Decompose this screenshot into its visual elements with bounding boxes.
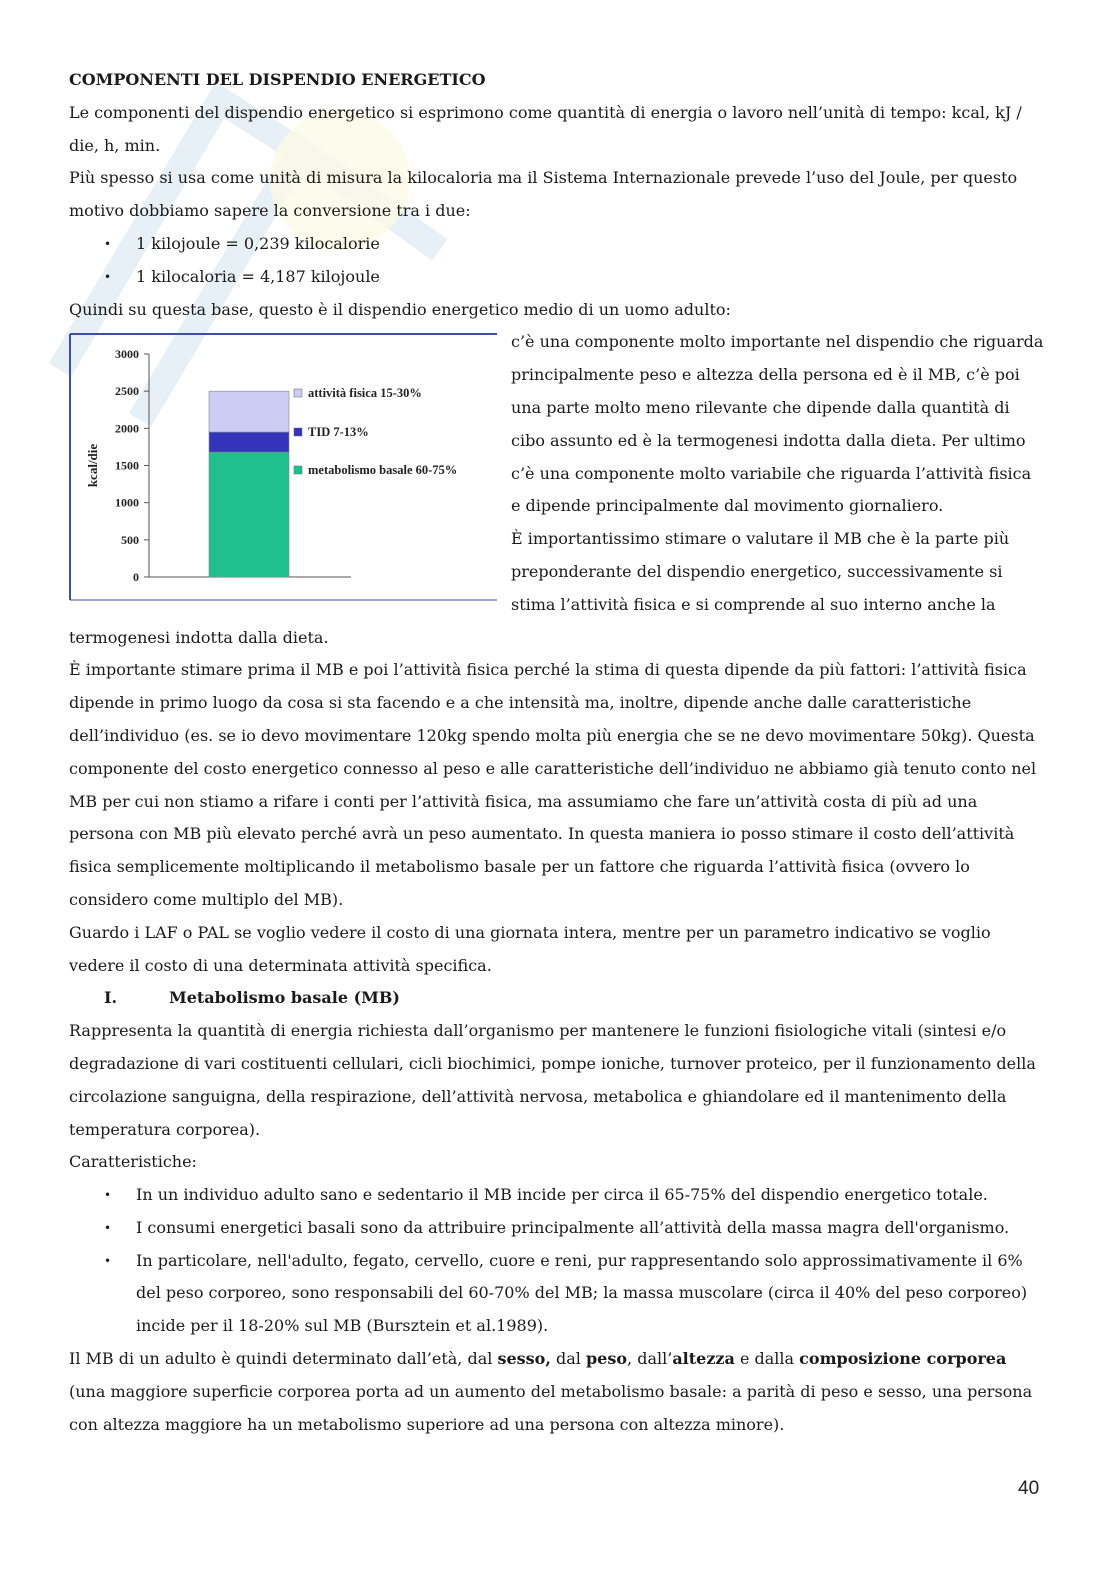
bold-term: altezza bbox=[672, 1349, 735, 1369]
bar-segment bbox=[209, 452, 289, 577]
subsection-number: I. bbox=[104, 988, 118, 1008]
list-item: • In un individuo adulto sano e sedentario il MB incide per circa il 65-75% del dispendio energetico totale. bbox=[104, 1179, 1045, 1212]
legend-swatch bbox=[294, 466, 302, 474]
bar-segment bbox=[209, 392, 289, 433]
y-tick-label: 0 bbox=[133, 570, 139, 585]
list-item: • I consumi energetici basali sono da attribuire principalmente all’attività della massa magra dell'organismo. bbox=[104, 1212, 1045, 1245]
caratteristiche-label: Caratteristiche: bbox=[69, 1152, 197, 1172]
bold-term: composizione corporea bbox=[799, 1349, 1007, 1369]
list-item: • 1 kilojoule = 0,239 kilocalorie bbox=[104, 228, 1045, 261]
intro-paragraph-1: Le componenti del dispendio energetico si esprimono come quantità di energia o lavoro nell’unità di tempo: kcal, kJ / die, h, min. bbox=[69, 102, 1022, 155]
legend-label: TID 7-13% bbox=[308, 425, 369, 440]
legend-label: metabolismo basale 60-75% bbox=[308, 463, 458, 478]
legend-swatch bbox=[294, 428, 302, 436]
y-tick-label: 1500 bbox=[115, 458, 139, 473]
text-run: , dall’ bbox=[627, 1349, 673, 1369]
chart-side-paragraph-1: c’è una componente molto importante nel dispendio che riguarda principalmente peso e altezza della persona ed è il MB, c’è poi una parte molto meno rilevante che dipende dalla quantità di cibo assunto ed è la termogenesi indotta dalla dieta. Per ultimo c’è una componente molto variabile che riguarda l’attività fisica e dipende principalmente dal movimento giornaliero. bbox=[511, 332, 1044, 516]
y-tick-label: 1000 bbox=[115, 496, 139, 511]
list-item: • 1 kilocaloria = 4,187 kilojoule bbox=[104, 261, 1045, 294]
legend-label: attività fisica 15-30% bbox=[308, 386, 422, 401]
conversion-list bbox=[69, 228, 1045, 294]
section-heading: COMPONENTI DEL DISPENDIO ENERGETICO bbox=[69, 70, 486, 89]
y-tick-label: 2500 bbox=[115, 384, 139, 399]
text-run: e dalla bbox=[734, 1349, 800, 1369]
y-tick-label: 500 bbox=[121, 533, 139, 548]
intro-paragraph-2: Più spesso si usa come unità di misura la kilocaloria ma il Sistema Internazionale prevede l’uso del Joule, per questo motivo dobbiamo sapere la conversione tra i due: bbox=[69, 168, 1018, 221]
text-run: dal bbox=[550, 1349, 586, 1369]
bold-term: peso bbox=[585, 1349, 628, 1369]
y-tick-label: 3000 bbox=[115, 347, 139, 362]
chart-svg bbox=[69, 332, 497, 604]
caratteristiche-list bbox=[69, 1179, 1045, 1343]
laf-paragraph: Guardo i LAF o PAL se voglio vedere il costo di una giornata intera, mentre per un parametro indicativo se voglio vedere il costo di una determinata attività specifica. bbox=[69, 922, 991, 975]
bar-segment bbox=[209, 432, 289, 452]
bold-term: sesso, bbox=[497, 1349, 551, 1369]
document-page bbox=[69, 64, 1045, 1441]
chart-lead-paragraph: Quindi su questa base, questo è il dispendio energetico medio di un uomo adulto: bbox=[69, 299, 731, 319]
list-item: • In particolare, nell'adulto, fegato, cervello, cuore e reni, pur rappresentando solo approssimativamente il 6% del peso corporeo, sono responsabili del 60-70% del MB; la massa muscolare (circa il 40% del peso corporeo) incide per il 18-20% sul MB (Bursztein et al.1989). bbox=[104, 1245, 1045, 1343]
text-run: (una maggiore superficie corporea porta ad un aumento del metabolismo basale: a parità di peso e sesso, una persona con altezza maggiore ha un metabolismo superiore ad una persona con altezza minore). bbox=[69, 1381, 1033, 1434]
mb-definition-paragraph: Rappresenta la quantità di energia richiesta dall’organismo per mantenere le funzioni fisiologiche vitali (sintesi e/o degradazione di vari costituenti cellulari, cicli biochimici, pompe ioniche, turnover proteico, per il funzionamento della circolazione sanguigna, della respirazione, dell’attività nervosa, metabolica e ghiandolare ed il mantenimento della temperatura corporea). bbox=[69, 1021, 1036, 1139]
energy-expenditure-chart bbox=[69, 332, 497, 604]
legend-swatch bbox=[294, 389, 302, 397]
chart-side-paragraph-2: È importantissimo stimare o valutare il MB che è la parte più preponderante del dispendio energetico, successivamente si stima l’attività fisica e si comprende al suo interno anche la termogenesi indotta dalla dieta. bbox=[69, 529, 1010, 647]
y-tick-label: 2000 bbox=[115, 421, 139, 436]
page-number: 40 bbox=[1018, 1478, 1040, 1499]
mb-determinants-paragraph bbox=[69, 1343, 1045, 1441]
y-axis-label: kcal/die bbox=[85, 444, 100, 488]
text-run: Il MB di un adulto è quindi determinato dall’età, dal bbox=[69, 1349, 498, 1369]
subsection-heading bbox=[69, 982, 1045, 1015]
subsection-title: Metabolismo basale (MB) bbox=[169, 988, 400, 1008]
activity-paragraph: È importante stimare prima il MB e poi l’attività fisica perché la stima di questa dipende da più fattori: l’attività fisica dipende in primo luogo da cosa si sta facendo e a che intensità ma, inoltre, dipende anche dalle caratteristiche dell’individuo (es. se io devo movimentare 120kg spendo molta più energia che se ne devo movimentare 50kg). Questa componente del costo energetico connesso al peso e alle caratteristiche dell’individuo ne abbiamo già tenuto conto nel MB per cui non stiamo a rifare i conti per l’attività fisica, ma assumiamo che fare un’attività costa di più ad una persona con MB più elevato perché avrà un peso aumentato. In questa maniera io posso stimare il costo dell’attività fisica semplicemente moltiplicando il metabolismo basale per un fattore che riguarda l’attività fisica (ovvero lo considero come multiplo del MB). bbox=[69, 660, 1037, 909]
